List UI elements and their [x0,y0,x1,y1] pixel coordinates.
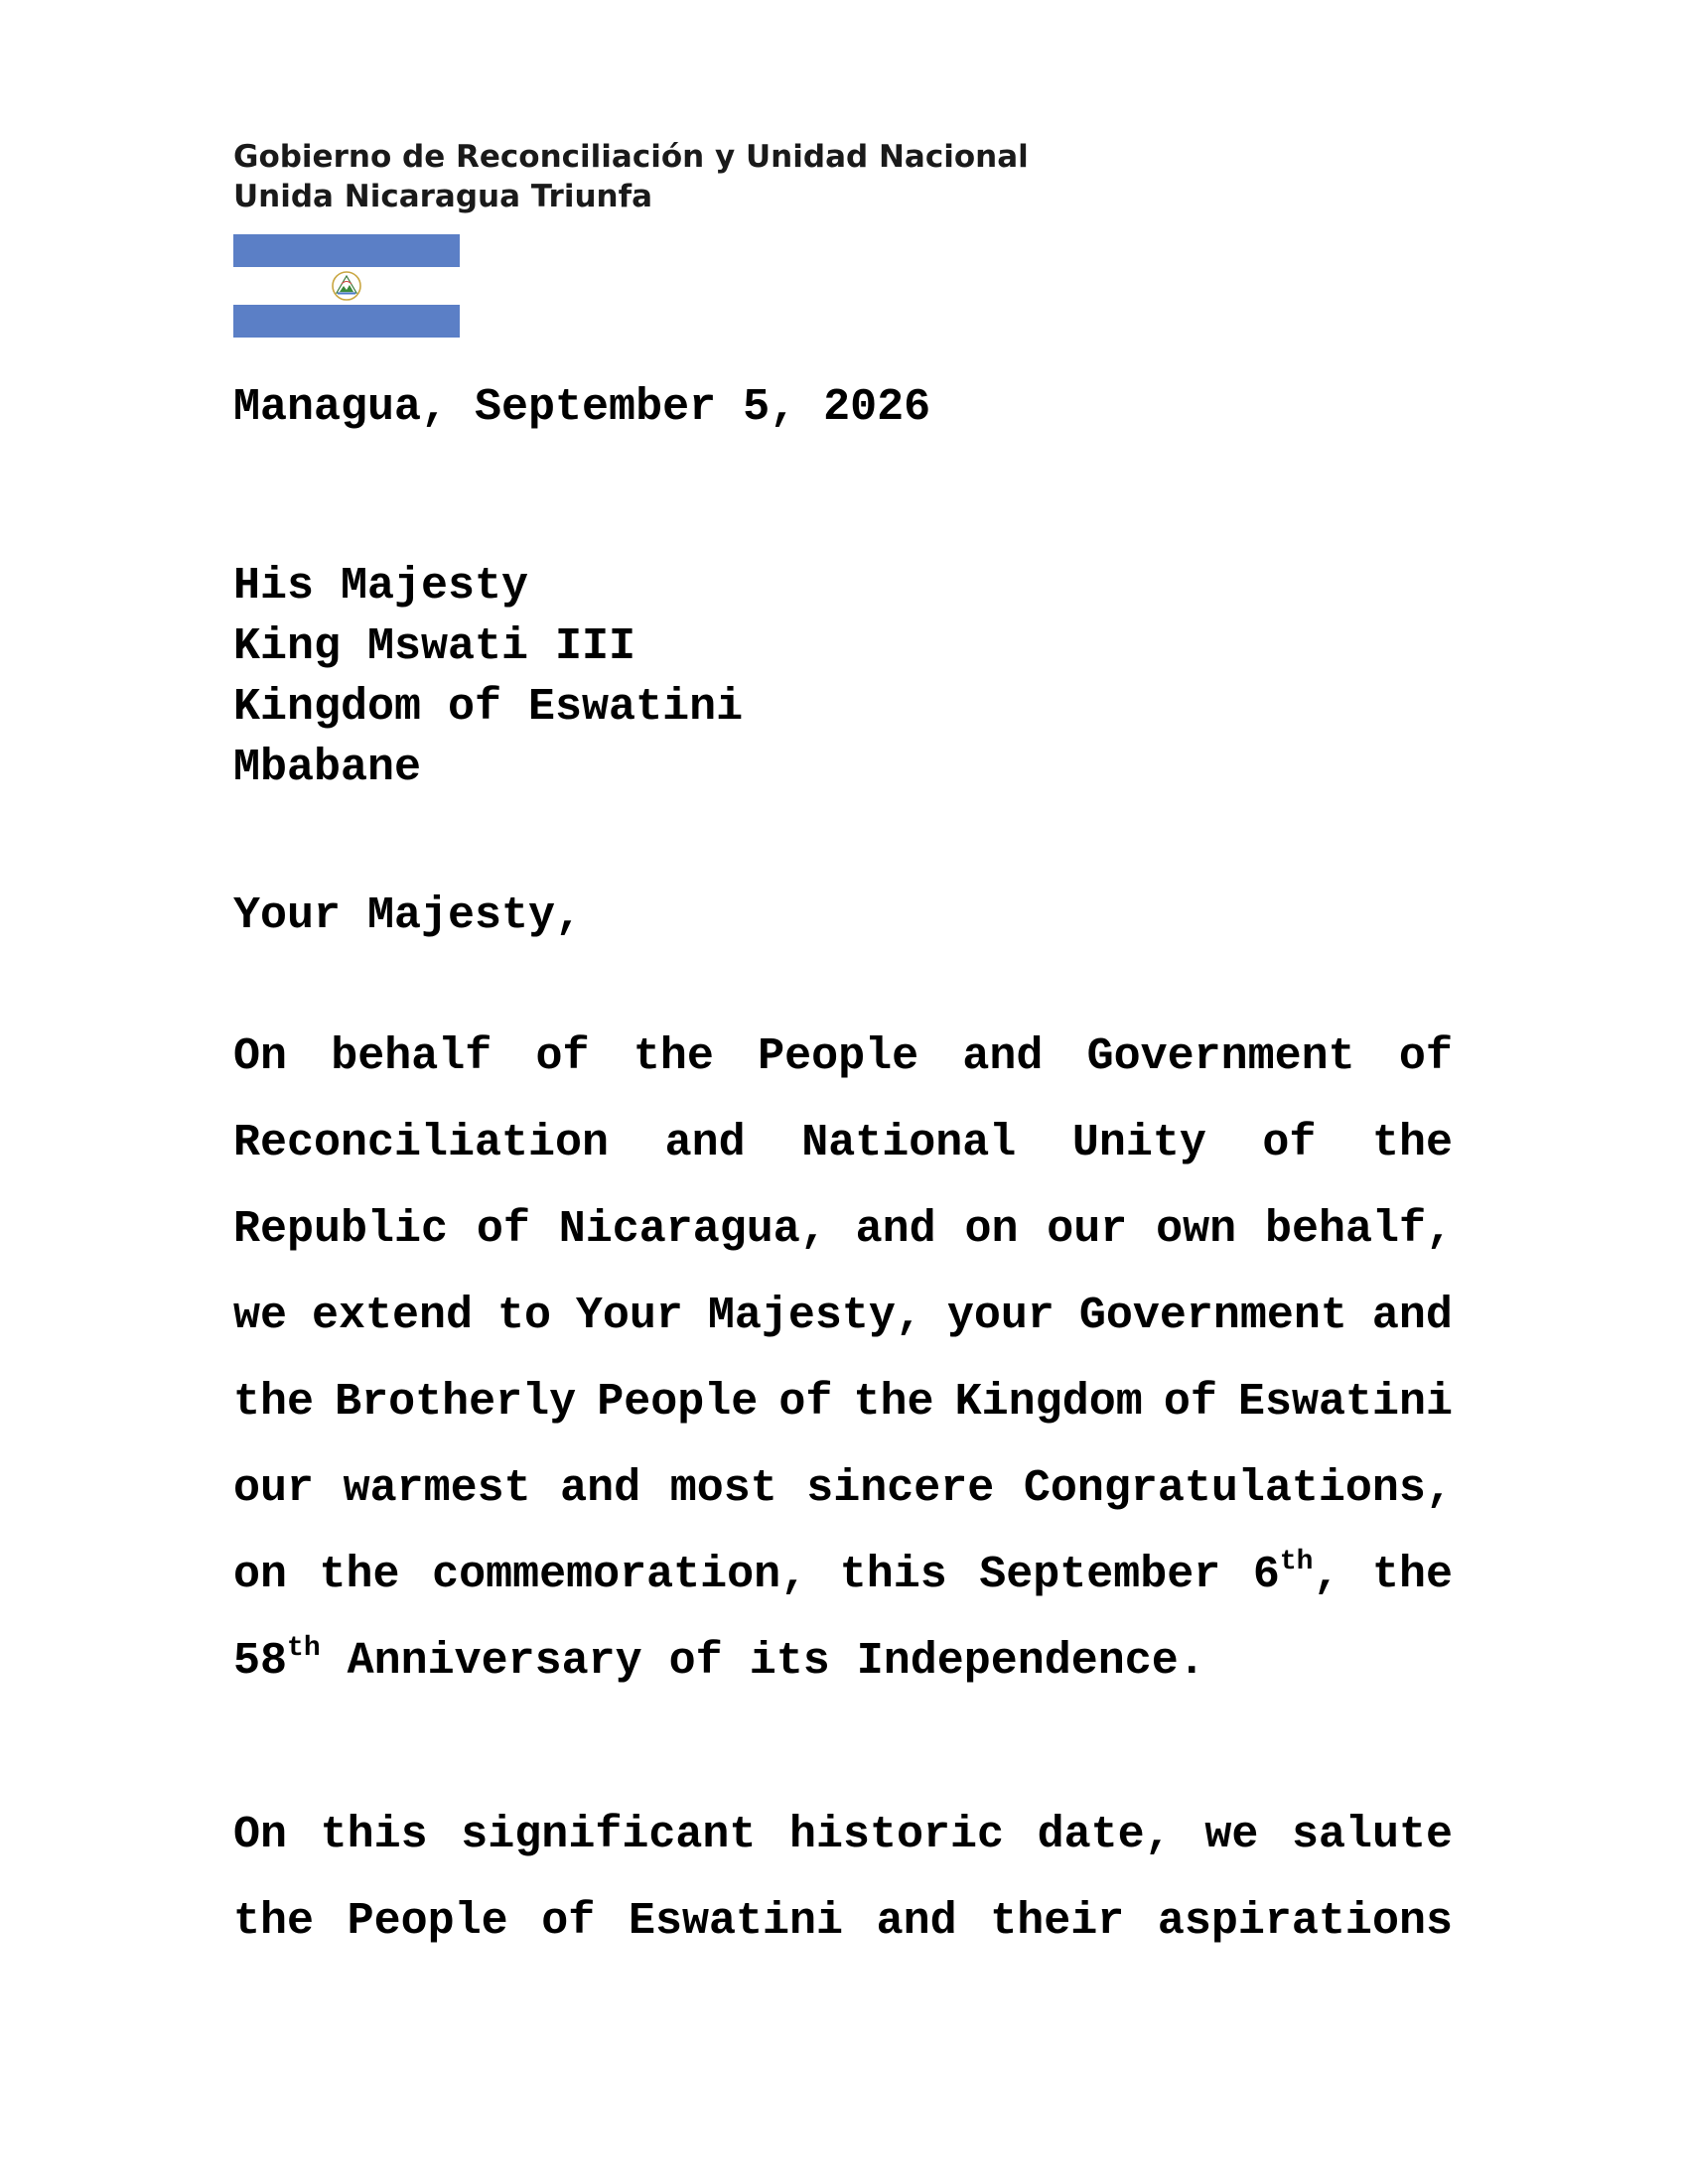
paragraph-line [233,1878,1453,1965]
paragraph-line [233,1445,1453,1532]
recipient-line-city: Mbabane [233,743,422,793]
justified-line [233,1878,1453,1965]
word: and [876,1896,957,1947]
word: and [855,1204,936,1255]
word: Republic [233,1204,449,1255]
word: we [1204,1810,1259,1860]
word: your [946,1291,1055,1341]
letterhead-government-name: Gobierno de Reconciliación y Unidad Nacional [233,139,1029,175]
word: On [233,1810,288,1860]
paragraph-text: 58 [233,1636,288,1687]
word: aspirations [1157,1896,1453,1947]
word: behalf [331,1031,492,1082]
recipient-line-title: His Majesty [233,561,529,612]
word: People [758,1031,919,1082]
word: their [990,1896,1125,1947]
word: of [1262,1118,1317,1168]
ordinal-suffix: th [287,1633,321,1664]
recipient-line-country: Kingdom of Eswatini [233,682,744,733]
word: significant [461,1810,757,1860]
word: warmest [343,1463,531,1514]
word: National [801,1118,1017,1168]
paragraph-text: on the commemoration, this September 6 [233,1550,1280,1600]
paragraph-text: , the [1313,1550,1453,1600]
word: and [560,1463,641,1514]
paragraph-line [233,1792,1453,1878]
word: Congratulations, [1023,1463,1453,1514]
word: this [320,1810,428,1860]
word: Eswatini [628,1896,843,1947]
body-paragraph-2 [233,1792,1453,1965]
ordinal-suffix: th [1279,1547,1314,1577]
word: Eswatini [1237,1377,1453,1428]
paragraph-line [233,1100,1453,1186]
word: Your [575,1291,683,1341]
word: of [778,1377,833,1428]
word: the [1371,1118,1453,1168]
justified-line [233,1273,1453,1359]
flag-top-stripe [233,234,460,267]
recipient-line-name: King Mswati III [233,621,636,672]
word: Unity [1071,1118,1206,1168]
letterhead [233,137,1029,216]
word: the [853,1377,934,1428]
word: historic [788,1810,1005,1860]
word: of [541,1896,596,1947]
word: our [1047,1204,1128,1255]
justified-line [233,1445,1453,1532]
word: our [233,1463,315,1514]
word: People [597,1377,759,1428]
justified-line [233,1014,1453,1100]
word: Government [1078,1291,1347,1341]
word: of [1163,1377,1217,1428]
word: on [964,1204,1019,1255]
paragraph-line [233,1618,1453,1705]
word: sincere [806,1463,995,1514]
justified-line [233,1792,1453,1878]
word: of [476,1204,530,1255]
word: On [233,1031,288,1082]
justified-line [233,1359,1453,1445]
word: most [669,1463,777,1514]
word: we [233,1291,288,1341]
word: the [233,1896,315,1947]
recipient-address [233,556,743,798]
word: Reconciliation [233,1118,610,1168]
justified-line [233,1100,1453,1186]
nicaragua-flag-icon [233,234,460,338]
word: Kingdom [954,1377,1143,1428]
flag-bottom-stripe [233,305,460,338]
word: and [962,1031,1044,1082]
word: and [1371,1291,1453,1341]
paragraph-text: Anniversary of its Independence. [320,1636,1205,1687]
justified-line [233,1186,1453,1273]
word: the [233,1377,315,1428]
paragraph-line [233,1186,1453,1273]
word: date, [1037,1810,1172,1860]
word: of [1398,1031,1453,1082]
nicaragua-coat-of-arms-icon [328,270,365,302]
letterhead-slogan: Unida Nicaragua Triunfa [233,179,653,214]
paragraph-line [233,1273,1453,1359]
word: People [347,1896,508,1947]
word: to [496,1291,551,1341]
word: the [633,1031,714,1082]
word: salute [1291,1810,1453,1860]
word: Government [1086,1031,1355,1082]
word: Nicaragua, [558,1204,827,1255]
word: own [1156,1204,1237,1255]
paragraph-line [233,1532,1453,1618]
word: extend [311,1291,473,1341]
paragraph-line [233,1014,1453,1100]
letter-date: Managua, September 5, 2026 [233,382,931,433]
word: behalf, [1264,1204,1453,1255]
word: Majesty, [707,1291,922,1341]
paragraph-line [233,1359,1453,1445]
word: and [664,1118,746,1168]
word: of [535,1031,590,1082]
word: Brotherly [335,1377,577,1428]
salutation: Your Majesty, [233,890,583,941]
body-paragraph-1 [233,1014,1453,1705]
